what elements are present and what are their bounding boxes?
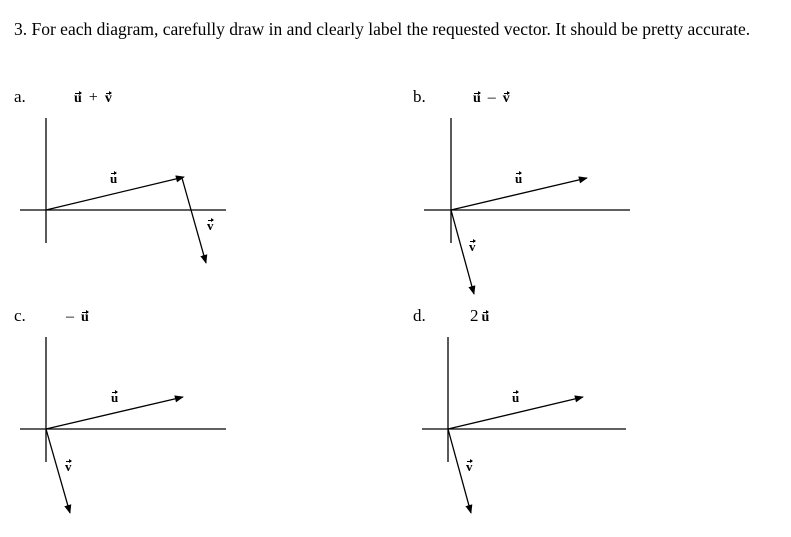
vector-u-symbol: u bbox=[74, 91, 82, 106]
diagram-c bbox=[20, 337, 226, 513]
vector-v-arrow bbox=[182, 178, 206, 263]
diagram-b-u-label: u bbox=[515, 171, 523, 186]
plus-operator: + bbox=[88, 89, 98, 106]
diagram-c-v-label: v bbox=[65, 459, 72, 474]
diagram-d-v-label: v bbox=[466, 459, 473, 474]
part-d-letter: d. bbox=[413, 306, 426, 325]
diagram-d-u-label: u bbox=[512, 390, 520, 405]
part-b-letter: b. bbox=[413, 87, 426, 106]
vector-u-symbol: u bbox=[81, 310, 89, 325]
part-a-letter: a. bbox=[14, 87, 26, 106]
vector-u-symbol: u bbox=[473, 91, 481, 106]
diagram-a-v-label: v bbox=[207, 218, 214, 233]
diagram-b bbox=[424, 118, 630, 294]
diagram-a bbox=[20, 118, 226, 263]
vector-v-symbol: v bbox=[104, 91, 112, 106]
vector-v-symbol: v bbox=[502, 91, 510, 106]
diagram-b-v-label: v bbox=[469, 239, 476, 254]
diagram-a-u-label: u bbox=[110, 171, 118, 186]
diagram-c-u-label: u bbox=[111, 390, 119, 405]
part-c-letter: c. bbox=[14, 306, 26, 325]
diagram-d bbox=[422, 337, 626, 513]
vector-u-symbol: u bbox=[481, 310, 490, 325]
minus-operator: – bbox=[66, 308, 74, 325]
coefficient: 2 bbox=[470, 306, 479, 325]
minus-operator: – bbox=[487, 89, 496, 106]
instruction-text: 3. For each diagram, carefully draw in and clearly label the requested vector. It should be pretty accurate. bbox=[14, 19, 751, 39]
